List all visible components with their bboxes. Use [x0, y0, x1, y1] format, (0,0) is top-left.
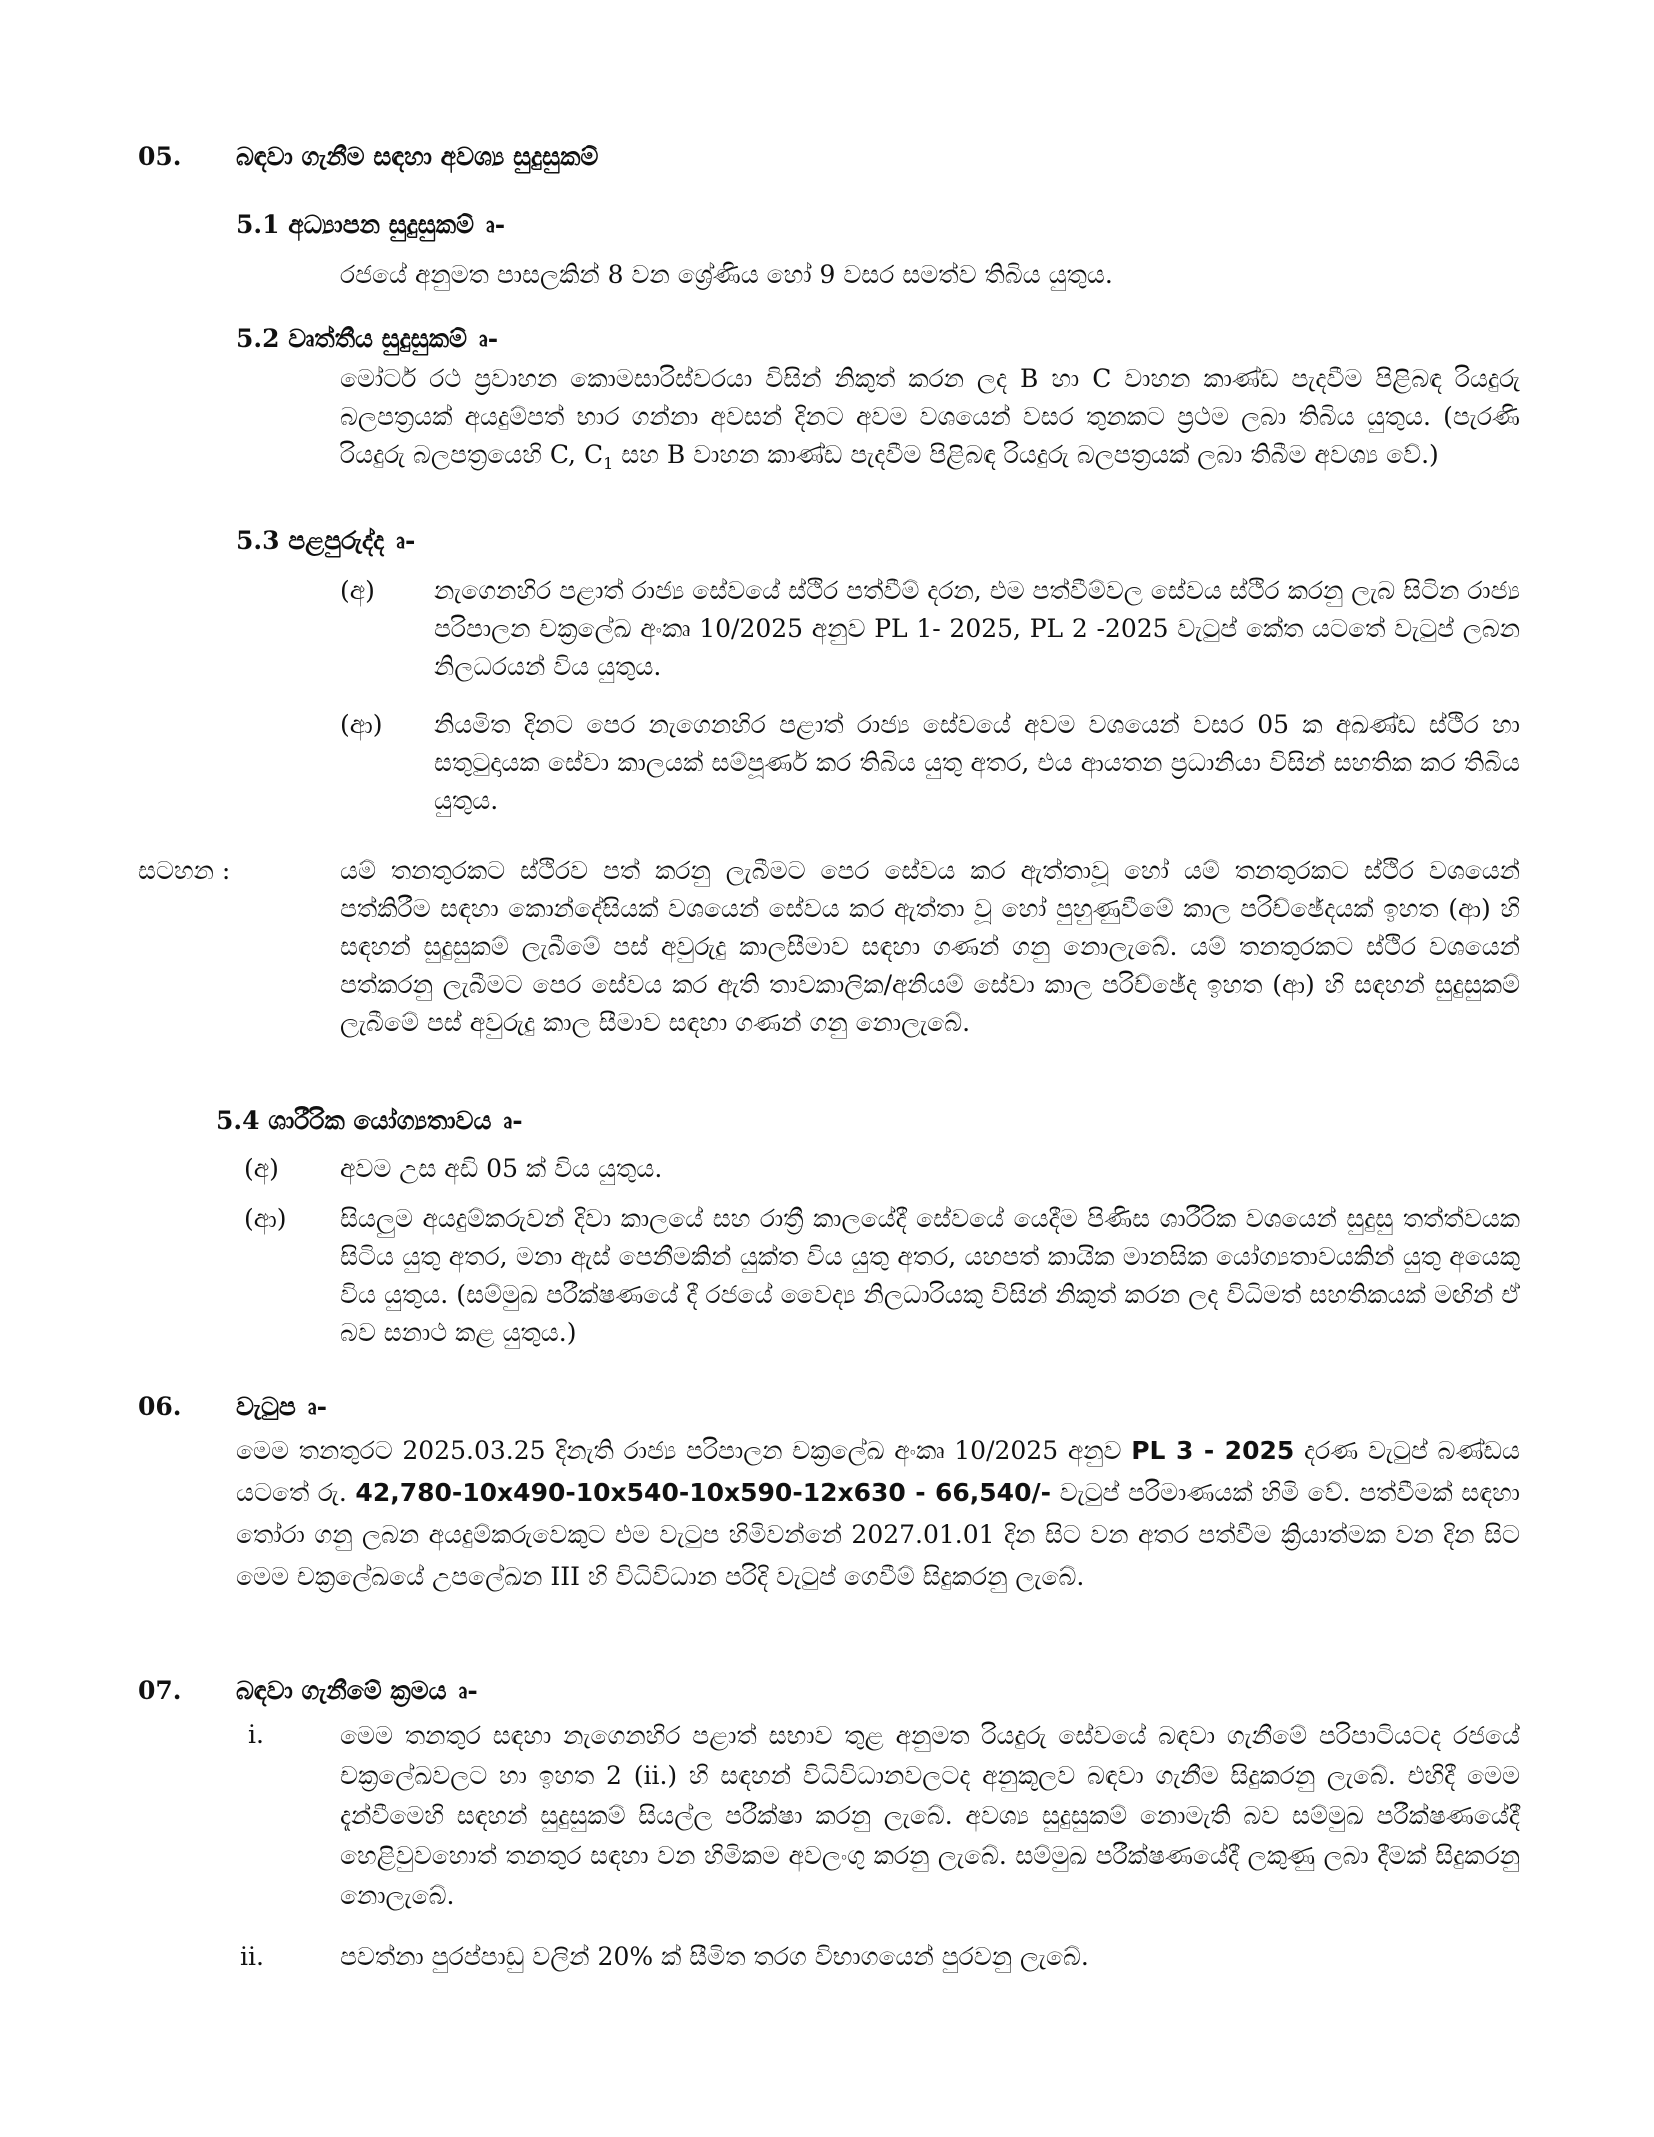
- subsection-heading: 5.4 ශාරීරික යෝග්‍යතාවය ෘ-: [216, 1106, 523, 1135]
- salary-scale: 42,780-10x490-10x540-10x590-12x630 - 66,540/-: [355, 1478, 1051, 1507]
- item-label: ii.: [240, 1942, 264, 1971]
- item-label: (ආ): [244, 1204, 287, 1233]
- section-heading: බඳවා ගැනීම සඳහා අවශ්‍ය සුදුසුකම්: [236, 142, 599, 171]
- section-heading: වැටුප ෘ-: [236, 1392, 327, 1421]
- section-number: 06.: [138, 1392, 182, 1421]
- item-label: (අ): [340, 576, 375, 605]
- paragraph: මෙම තනතුරට 2025.03.25 දිනැති රාජ්‍ය පරිපාලන චක්‍රලේඛ අංකෘ 10/2025 අනුව PL 3 - 2025 දරණ වැටුප් බණ්ඩය යටතේ රු. 42,780-10x490-10x540-10x590-12x630 - 66,540/- වැටුප් පරිමාණයක් හිමි වේ. පත්වීමක් සඳහා තෝරා ගනු ලබන අයදුම්කරුවෙකුට එම වැටුප හිමිවන්නේ 2027.01.01 දින සිට වන අතර පත්වීම ක්‍රියාත්මක වන දින සිට මෙම චක්‍රලේඛයේ උපලේඛන III හි විධිවිධාන පරිදි වැටුප් ගෙවීම් සිදුකරනු ලැබේ.: [236, 1436, 1520, 1591]
- note-label: සටහන :: [138, 856, 231, 885]
- list-item-text: මෙම තනතුර සඳහා නැගෙනහිර පළාත් සභාව තුළ අනුමත රියදුරු සේවයේ බඳවා ගැනීමේ පරිපාටියටද රජයේ චක්‍රලේඛවලට හා ඉහත 2 (ii.) හි සඳහන් විධිවිධානවලටද අනුකූලව බඳවා ගැනීම සිදුකරනු ලැබේ. එහිදී මෙම දැන්වීමෙහි සඳහන් සුදුසුකම් සියල්ල පරීක්ෂා කරනු ලැබේ. අවශ්‍ය සුදුසුකම් නොමැති බව සම්මුඛ පරීක්ෂණයේදී හෙළිවුවහොත් තනතුර සඳහා වන හිමිකම අවලංගු කරනු ලැබේ. සම්මුඛ පරීක්ෂණයේදී ලකුණු ලබා දීමක් සිදුකරනු නොලැබේ.: [340, 1721, 1520, 1910]
- list-item-text: නැගෙනහිර පළාත් රාජ්‍ය සේවයේ ස්ථිර පත්වීම් දරන, එම පත්වීම්වල සේවය ස්ථිර කරනු ලැබ සිටින රාජ්‍ය පරිපාලන චක්‍රලේඛ අංකෘ 10/2025 අනුව PL 1- 2025, PL 2 -2025 වැටුප් කේත යටතේ වැටුප් ලබන නිලධරයන් විය යුතුය.: [434, 576, 1520, 681]
- list-item-text: අවම උස අඩි 05 ක් විය යුතුය.: [340, 1154, 663, 1183]
- subsection-heading: 5.1 අධ්‍යාපන සුදුසුකම් ෘ-: [236, 210, 506, 239]
- list-item-text: සියලුම අයදුම්කරුවන් දිවා කාලයේ සහ රාත්‍රී කාලයේදී සේවයේ යෙදීම පිණිස ශාරීරික වශයෙන් සුදුසු තත්ත්වයක සිටිය යුතු අතර, මනා ඇස් පෙනීමකින් යුක්ත විය යුතු අතර, යහපත් කායික මානසික යෝග්‍යතාවයකින් යුතු අයෙකු විය යුතුය. (සම්මුඛ පරීක්ෂණයේ දී රජයේ වෛද්‍ය නිලධාරියකු විසින් නිකුත් කරන ලද විධිමත් සහතිකයක් මඟින් ඒ බව සනාථ කළ යුතුය.): [340, 1204, 1520, 1347]
- note-text: යම් තනතුරකට ස්ථිරව පත් කරනු ලැබීමට පෙර සේවය කර ඇත්තාවූ හෝ යම් තනතුරකට ස්ථිර වශයෙන් පත්කිරීම සඳහා කොන්දේසියක් වශයෙන් සේවය කර ඇත්තා වූ හෝ පුහුණුවීමේ කාල පරිච්ඡේදයක් ඉහත (ආ) හි සඳහන් සුදුසුකම් ලැබීමේ පස් අවුරුදු කාලසීමාව සඳහා ගණන් ගනු නොලැබේ. යම් තනතුරකට ස්ථිර වශයෙන් පත්කරනු ලැබීමට පෙර සේවය කර ඇති තාවකාලික/අනියම් සේවා කාල පරිච්ඡේද ඉහත (ආ) හි සඳහන් සුදුසුකම් ලැබීමේ පස් අවුරුදු කාල සීමාව සඳහා ගණන් ගනු නොලැබේ.: [340, 856, 1520, 1037]
- subsection-heading: 5.2 වෘත්තීය සුදුසුකම් ෘ-: [236, 324, 499, 353]
- subscript: 1: [603, 454, 614, 473]
- paragraph: මෝටර් රථ ප්‍රවාහන කොමසාරිස්වරයා විසින් නිකුත් කරන ලද B හා C වාහන කාණ්ඩ පැදවීම පිළිබඳ රියදුරු බලපත්‍රයක් අයදුම්පත් භාර ගන්නා අවසන් දිනට අවම වශයෙන් වසර තුනකට ප්‍රථම ලබා තිබිය යුතුය. (පැරණි රියදුරු බලපත්‍රයෙහි C, $C_1$ සහ B වාහන කාණ්ඩ පැදවීම පිළිබඳ රියදුරු බලපත්‍රයක් ලබා තිබීම අවශ්‍ය වේ.): [340, 364, 1520, 473]
- section-heading: බඳවා ගැනීමේ ක්‍රමය ෘ-: [236, 1676, 478, 1705]
- section-number: 07.: [138, 1676, 182, 1705]
- item-label: (අ): [244, 1154, 279, 1183]
- list-item-text: නියමිත දිනට පෙර නැගෙනහිර පළාත් රාජ්‍ය සේවයේ අවම වශයෙන් වසර 05 ක අඛණ්ඩ ස්ථිර හා සතුටුදායක සේවා කාලයක් සම්පූර්ණ කර තිබිය යුතු අතර, එය ආයතන ප්‍රධානියා විසින් සහතික කර තිබිය යුතුය.: [434, 710, 1520, 815]
- section-number: 05.: [138, 142, 182, 171]
- item-label: (ආ): [340, 710, 383, 739]
- paragraph: රජයේ අනුමත පාසලකින් 8 වන ශ්‍රේණිය හෝ 9 වසර සමත්ව තිබිය යුතුය.: [340, 260, 1113, 289]
- subsection-heading: 5.3 පළපුරුද්ද ෘ-: [236, 526, 416, 555]
- salary-code: PL 3 - 2025: [1131, 1436, 1295, 1465]
- list-item-text: පවත්නා පුරප්පාඩු වලින් 20% ක් සීමිත තරග විභාගයෙන් පුරවනු ලැබේ.: [340, 1942, 1089, 1971]
- item-label: i.: [248, 1720, 264, 1749]
